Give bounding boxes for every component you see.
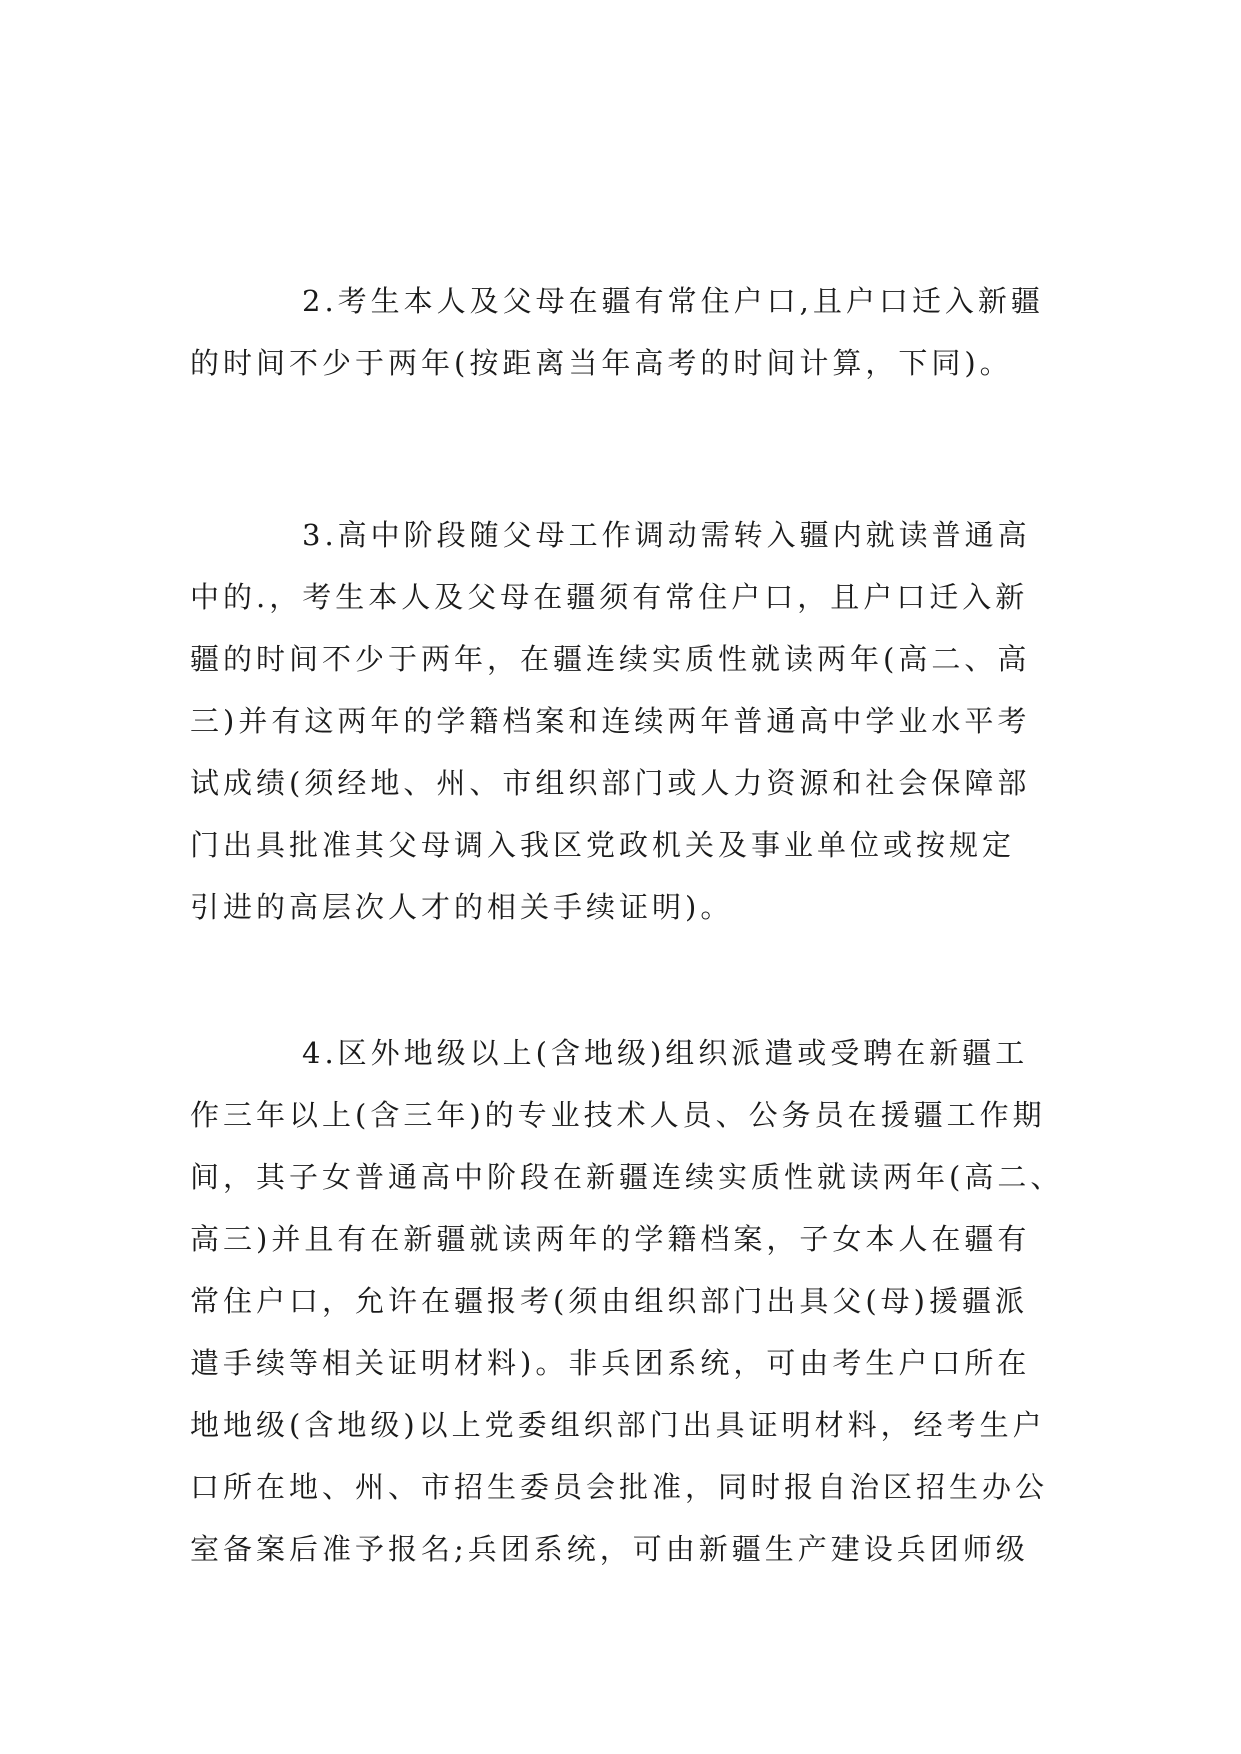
paragraph-item-4	[190, 1022, 1070, 1580]
paragraph-line: 门出具批准其父母调入我区党政机关及事业单位或按规定	[190, 828, 1016, 862]
paragraph-line: 遣手续等相关证明材料)。非兵团系统，可由考生户口所在	[190, 1346, 1031, 1380]
paragraph-line: 中的.，考生本人及父母在疆须有常住户口，且户口迁入新	[190, 580, 1029, 614]
paragraph-line: 三)并有这两年的学籍档案和连续两年普通高中学业水平考	[190, 704, 1031, 738]
paragraph-line: 地地级(含地级)以上党委组织部门出具证明材料，经考生户	[190, 1408, 1046, 1442]
paragraph-item-2	[190, 270, 1070, 394]
paragraph-line: 4.区外地级以上(含地级)组织派遣或受聘在新疆工	[302, 1036, 1029, 1070]
paragraph-line: 间，其子女普通高中阶段在新疆连续实质性就读两年(高二、	[190, 1160, 1064, 1194]
paragraph-line: 作三年以上(含三年)的专业技术人员、公务员在援疆工作期	[190, 1098, 1046, 1132]
paragraph-line: 高三)并且有在新疆就读两年的学籍档案，子女本人在疆有	[190, 1222, 1031, 1256]
paragraph-line: 3.高中阶段随父母工作调动需转入疆内就读普通高	[302, 518, 1031, 552]
paragraph-item-3	[190, 504, 1070, 938]
paragraph-line: 常住户口，允许在疆报考(须由组织部门出具父(母)援疆派	[190, 1284, 1028, 1318]
paragraph-line: 2.考生本人及父母在疆有常住户口,且户口迁入新疆	[302, 284, 1044, 318]
paragraph-line: 室备案后准予报名;兵团系统，可由新疆生产建设兵团师级	[190, 1532, 1029, 1566]
paragraph-line: 疆的时间不少于两年，在疆连续实质性就读两年(高二、高	[190, 642, 1031, 676]
paragraph-line: 引进的高层次人才的相关手续证明)。	[190, 890, 734, 924]
paragraph-line: 试成绩(须经地、州、市组织部门或人力资源和社会保障部	[190, 766, 1031, 800]
paragraph-line: 口所在地、州、市招生委员会批准，同时报自治区招生办公	[190, 1470, 1049, 1504]
paragraph-line: 的时间不少于两年(按距离当年高考的时间计算，下同)。	[190, 346, 1013, 380]
